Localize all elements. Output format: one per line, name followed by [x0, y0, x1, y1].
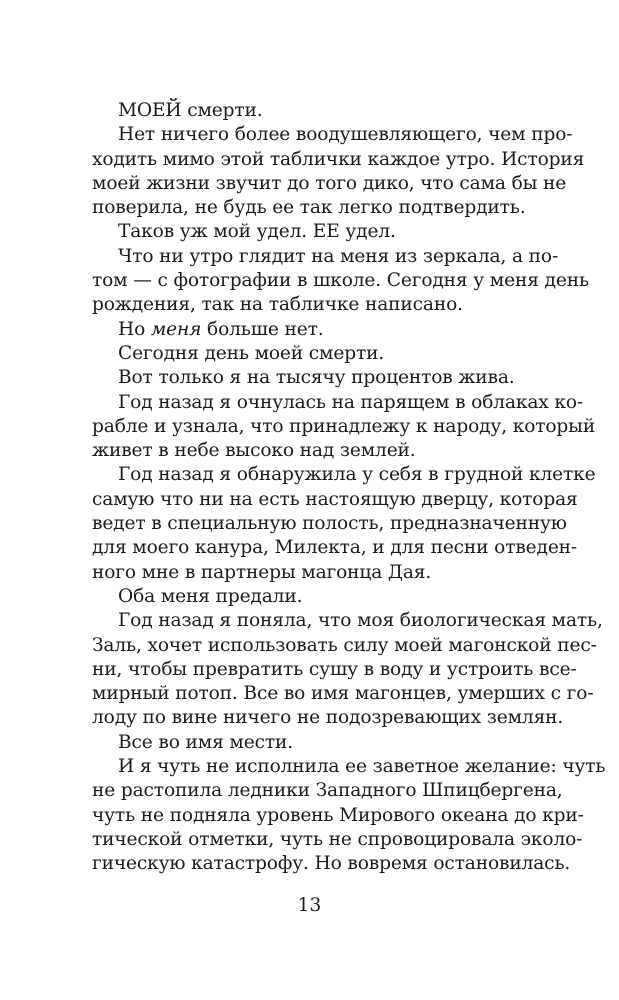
italic-word: меня — [150, 318, 202, 340]
text-line: Сегодня день моей смерти. — [118, 342, 385, 364]
text-line: Заль, хочет использовать силу моей магонской пес- — [92, 634, 597, 656]
text-line: том — с фотографии в школе. Сегодня у меня день — [92, 270, 589, 292]
text-line: И я чуть не исполнила ее заветное желание: чуть — [118, 756, 606, 778]
text-line: ни, чтобы превратить сушу в воду и устроить все- — [92, 658, 577, 680]
text-line: поверила, не будь ее так легко подтвердить. — [92, 197, 526, 219]
text-line: не растопила ледники Западного Шпицбергена, — [92, 780, 563, 802]
paragraph — [92, 366, 522, 390]
text-run: больше нет. — [201, 318, 324, 340]
paragraph — [92, 609, 603, 730]
text-line: ведет в специальную полость, предназначенную — [92, 513, 567, 535]
paragraph — [92, 99, 522, 123]
paragraph — [92, 731, 522, 755]
text-line — [92, 318, 522, 342]
paragraph — [92, 123, 585, 220]
paragraph — [92, 318, 522, 342]
body-text — [92, 99, 606, 877]
paragraph — [92, 245, 589, 318]
text-line: самую что ни на есть настоящую дверцу, которая — [92, 488, 578, 510]
text-line: мирный потоп. Все во имя магонцев, умерших с го- — [92, 683, 594, 705]
text-line: Вот только я на тысячу процентов жива. — [118, 367, 515, 389]
paragraph — [92, 391, 596, 464]
paragraph — [92, 755, 606, 876]
page-number: 13 — [297, 895, 322, 916]
text-line: Год назад я обнаружила у себя в грудной клетке — [118, 464, 596, 486]
text-line: ного мне в партнеры магонца Дая. — [92, 561, 432, 583]
text-line: Оба меня предали. — [118, 585, 303, 607]
paragraph — [92, 342, 522, 366]
paragraph — [92, 585, 522, 609]
text-line: ходить мимо этой таблички каждое утро. История — [92, 148, 585, 170]
text-line: рабле и узнала, что принадлежу к народу, который — [92, 415, 596, 437]
paragraph — [92, 220, 522, 244]
text-line: Все во имя мести. — [118, 731, 293, 753]
text-line: Что ни утро глядит на меня из зеркала, а по- — [118, 245, 559, 267]
text-line: Таков уж мой удел. ЕЕ удел. — [118, 221, 396, 243]
text-line: лоду по вине ничего не подозревающих землян. — [92, 707, 564, 729]
text-run: Но — [118, 318, 151, 340]
text-line: моей жизни звучит до того дико, что сама бы не — [92, 172, 567, 194]
text-line: для моего канура, Милекта, и для песни отведен- — [92, 537, 578, 559]
text-line: Нет ничего более воодушевляющего, чем про- — [118, 124, 573, 146]
text-line: МОЕЙ смерти. — [118, 100, 263, 121]
text-line: чуть не подняла уровень Мирового океана до кри- — [92, 804, 584, 826]
text-line: рождения, так на табличке написано. — [92, 294, 463, 316]
text-line: живет в небе высоко над землей. — [92, 440, 416, 462]
text-line: тической отметки, чуть не спровоцировала эколо- — [92, 828, 583, 850]
text-line: Год назад я очнулась на парящем в облаках ко- — [118, 391, 584, 413]
text-line: гическую катастрофу. Но вовремя остановилась. — [92, 853, 571, 875]
text-line: Год назад я поняла, что моя биологическая мать, — [118, 610, 603, 632]
paragraph — [92, 463, 596, 584]
